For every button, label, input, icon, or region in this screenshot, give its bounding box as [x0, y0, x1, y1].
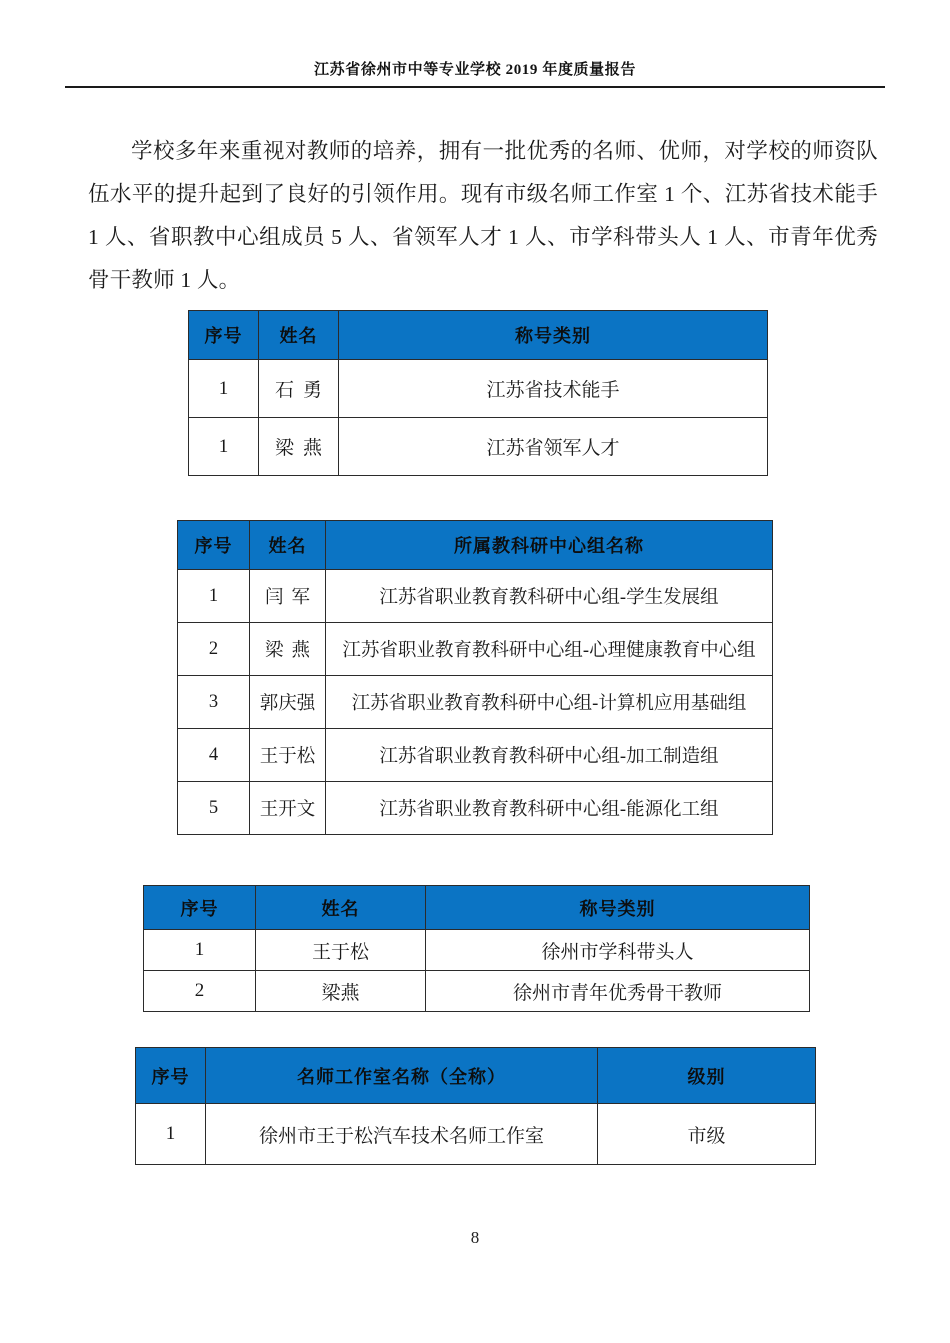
cell-no: 3 [178, 676, 250, 729]
column-header-value: 所属教科研中心组名称 [326, 521, 773, 570]
cell-value: 江苏省职业教育教科研中心组-学生发展组 [326, 570, 773, 623]
table-row [189, 418, 768, 476]
column-header-no: 序号 [189, 311, 259, 360]
cell-name: 王于松 [256, 930, 426, 971]
table-header-row [136, 1048, 816, 1104]
table-row [189, 360, 768, 418]
table-research-center-groups [177, 520, 773, 835]
cell-name: 梁燕 [256, 971, 426, 1012]
column-header-no: 序号 [136, 1048, 206, 1104]
table-row [178, 729, 773, 782]
cell-name: 石勇 [259, 360, 339, 418]
cell-value: 徐州市青年优秀骨干教师 [426, 971, 810, 1012]
cell-name: 王开文 [250, 782, 326, 835]
cell-no: 2 [178, 623, 250, 676]
table-row [144, 930, 810, 971]
cell-no: 4 [178, 729, 250, 782]
header-rule [65, 86, 885, 88]
cell-no: 1 [144, 930, 256, 971]
table-row [144, 971, 810, 1012]
cell-name: 王于松 [250, 729, 326, 782]
column-header-level: 级别 [598, 1048, 816, 1104]
cell-value: 徐州市学科带头人 [426, 930, 810, 971]
table-header-row [178, 521, 773, 570]
cell-name: 郭庆强 [250, 676, 326, 729]
cell-no: 1 [189, 418, 259, 476]
cell-value: 江苏省职业教育教科研中心组-加工制造组 [326, 729, 773, 782]
cell-value: 江苏省职业教育教科研中心组-能源化工组 [326, 782, 773, 835]
table-master-teacher-studio [135, 1047, 816, 1165]
cell-value: 江苏省职业教育教科研中心组-心理健康教育中心组 [326, 623, 773, 676]
table-header-row [144, 886, 810, 930]
cell-no: 5 [178, 782, 250, 835]
cell-name: 梁燕 [259, 418, 339, 476]
cell-value: 徐州市王于松汽车技术名师工作室 [206, 1104, 598, 1165]
cell-value: 江苏省职业教育教科研中心组-计算机应用基础组 [326, 676, 773, 729]
column-header-name: 姓名 [256, 886, 426, 930]
column-header-no: 序号 [144, 886, 256, 930]
table-province-titles [188, 310, 768, 476]
cell-name: 梁燕 [250, 623, 326, 676]
cell-value: 江苏省技术能手 [339, 360, 768, 418]
cell-value: 江苏省领军人才 [339, 418, 768, 476]
column-header-name: 姓名 [250, 521, 326, 570]
column-header-value: 名师工作室名称（全称） [206, 1048, 598, 1104]
body-paragraph: 学校多年来重视对教师的培养，拥有一批优秀的名师、优师，对学校的师资队伍水平的提升起到了良好的引领作用。现有市级名师工作室 1 个、江苏省技术能手 1 人、省职教中心组成员 5 人、省领军人才 1 人、市学科带头人 1 人、市青年优秀骨干教师 1 人。 [88, 138, 878, 292]
table-row [178, 623, 773, 676]
table-row [178, 676, 773, 729]
cell-level: 市级 [598, 1104, 816, 1165]
cell-no: 1 [178, 570, 250, 623]
column-header-name: 姓名 [259, 311, 339, 360]
table-row [178, 782, 773, 835]
column-header-value: 称号类别 [339, 311, 768, 360]
column-header-value: 称号类别 [426, 886, 810, 930]
cell-no: 1 [189, 360, 259, 418]
page-number: 8 [470, 1228, 480, 1247]
table-row [136, 1104, 816, 1165]
table-row [178, 570, 773, 623]
running-header [0, 0, 950, 96]
table-city-titles [143, 885, 810, 1012]
column-header-no: 序号 [178, 521, 250, 570]
header-title: 江苏省徐州市中等专业学校 2019 年度质量报告 [314, 62, 636, 78]
cell-no: 2 [144, 971, 256, 1012]
cell-name: 闫军 [250, 570, 326, 623]
table-header-row [189, 311, 768, 360]
cell-no: 1 [136, 1104, 206, 1165]
